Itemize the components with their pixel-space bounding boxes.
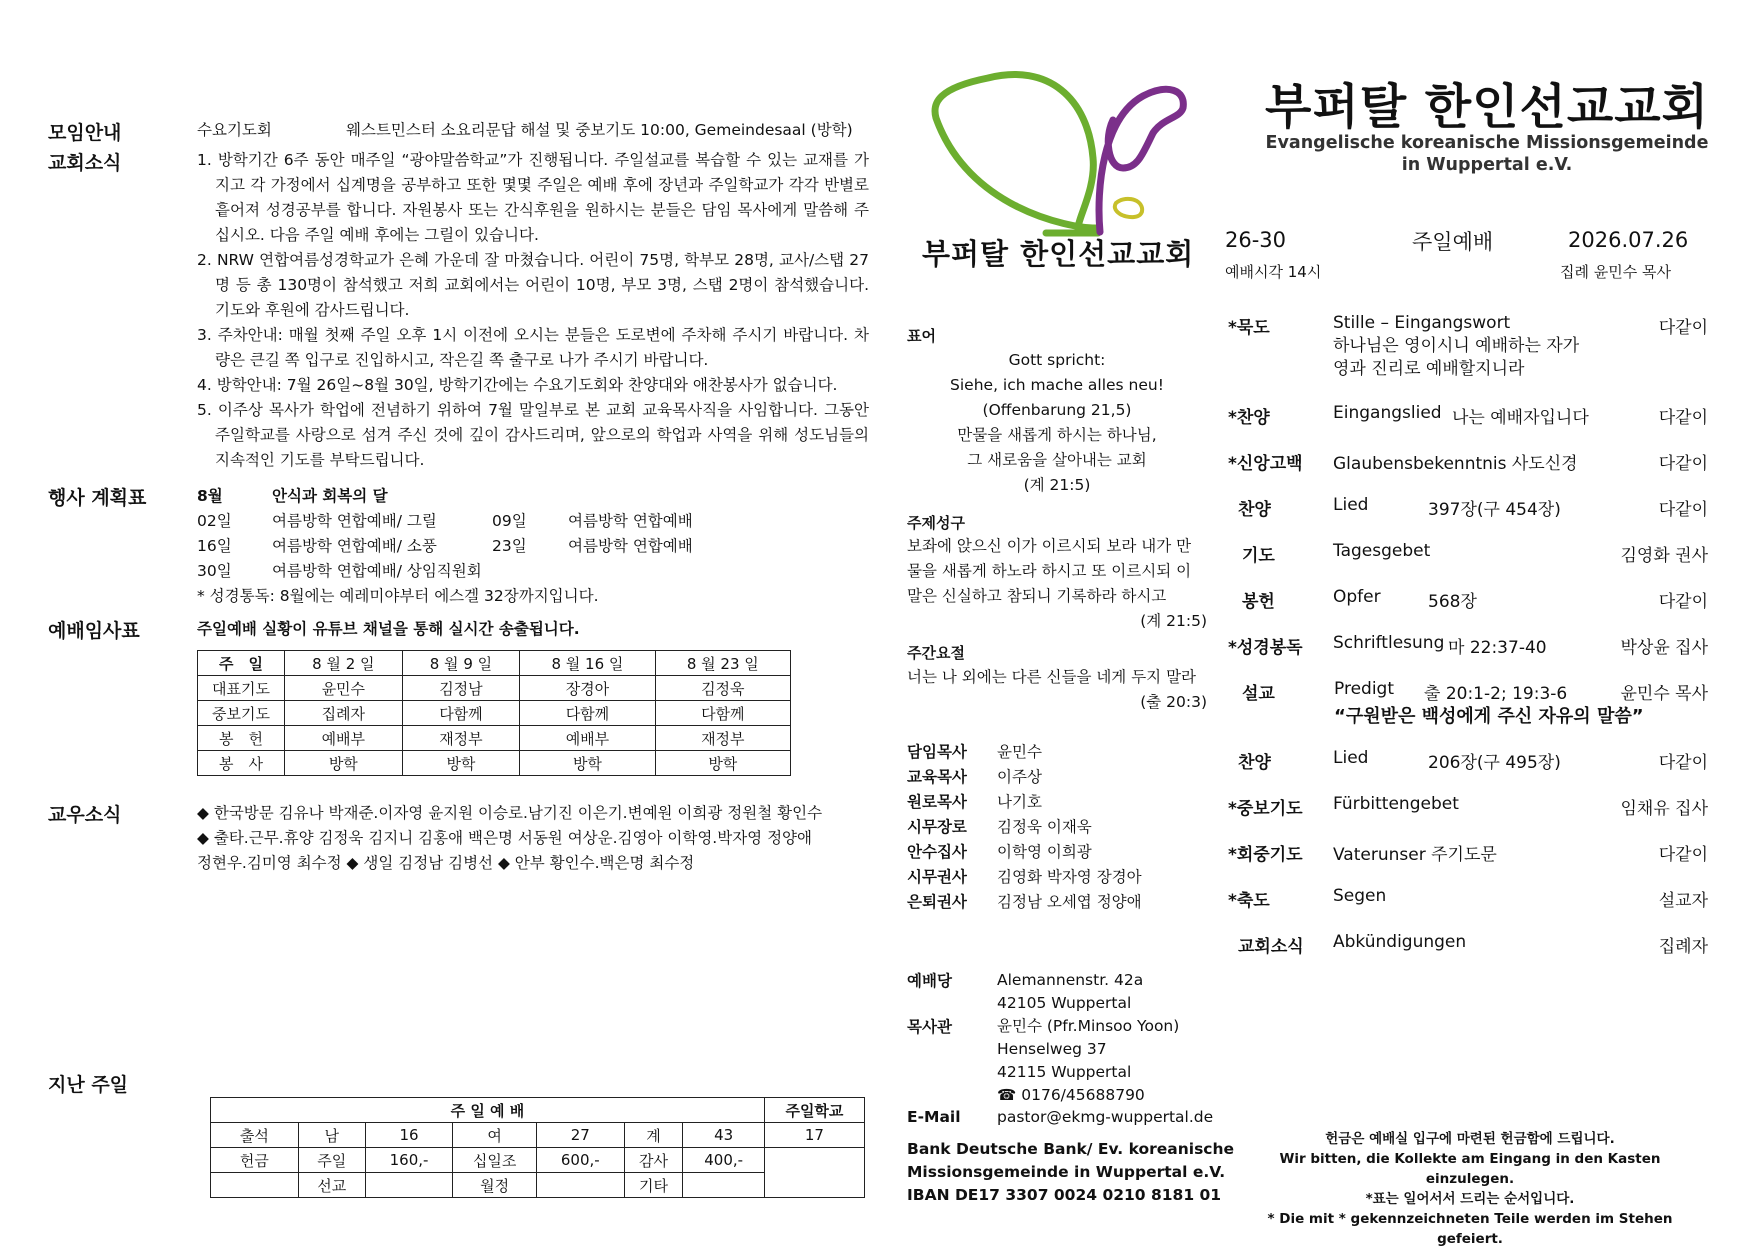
table-cell: [764, 1148, 864, 1198]
staff-title: 교육목사: [907, 768, 967, 786]
church-name-de: Evangelische koreanische Missionsgemeinde: [1265, 133, 1709, 153]
order-label: 찬양: [1238, 500, 1271, 520]
table-cell: 월정: [453, 1173, 537, 1198]
news-item: 4. 방학안내: 7월 26일~8월 30일, 방학기간에는 수요기도회와 찬양대와 애찬봉사가 없습니다.: [197, 376, 838, 394]
members-line: ◆ 출타.근무.휴양 김정욱 김지니 김홍애 백은명 서동원 여상운.김영아 이학영.박자영 정양애: [197, 829, 813, 847]
staff-names: 윤민수: [997, 743, 1042, 761]
table-cell: 400,-: [683, 1148, 764, 1173]
place-address: [997, 969, 1143, 1015]
table-cell: 다함께: [655, 701, 790, 726]
address-line: 42105 Wuppertal: [997, 994, 1132, 1012]
staff-title: 안수집사: [907, 843, 967, 861]
last-week-label: 지난 주일: [48, 1074, 129, 1096]
meeting-desc: 웨스트민스터 소요리문답 해설 및 중보기도 10:00, Gemeindesaal (방학): [346, 121, 853, 139]
staff-names: 김정남 오세엽 정양애: [997, 893, 1142, 911]
church-name: 부퍼탈 한인선교교회: [1264, 79, 1710, 135]
order-desc: Stille – Eingangswort: [1333, 313, 1511, 333]
table-header: 8 월 16 일: [520, 651, 655, 676]
weekly-ref: (출 20:3): [1140, 693, 1207, 711]
events-month: 8월: [197, 487, 223, 505]
opening-line: 영과 진리로 예배할지니라: [1333, 359, 1525, 379]
staff-names: 이주상: [997, 768, 1042, 786]
sermon-title: “구원받은 백성에게 주신 자유의 말씀”: [1334, 706, 1644, 727]
weekly-verse: 너는 나 외에는 다른 신들을 네게 두지 말라: [907, 668, 1197, 686]
table-cell: 43: [683, 1123, 764, 1148]
event-date: 30일: [197, 562, 232, 580]
staff-row: [907, 765, 1142, 790]
table-cell: 십일조: [453, 1148, 537, 1173]
event-name: 여름방학 연합예배/ 상임직원회: [272, 562, 482, 580]
order-label: *회중기도: [1228, 845, 1303, 865]
event-name: 여름방학 연합예배: [568, 512, 693, 530]
table-cell: 방학: [655, 751, 790, 776]
staff-names: 김정욱 이재욱: [997, 818, 1092, 836]
staff-names: 이학영 이희광: [997, 843, 1092, 861]
news-item: 1. 방학기간 6주 동안 매주일 “광야말씀학교”가 진행됩니다. 주일설교를 복습할 수 있는 교재를 가지고 각 가정에서 십계명을 공부하고 또한 몇몇 주일은 예배 후에 장년과 주일학교가 각각 반별로 흩어져 성경공부를 합니다. 자원봉사 또는 간식후원을 원하시는 분들은 담임 목사에게 말씀해 주십시오. 다음 주일 예배 후에는 그릴이 있습니다.: [197, 151, 869, 244]
events-label: 행사 계획표: [48, 487, 147, 509]
weekly-label: 주간요절: [907, 644, 965, 662]
table-cell: 다함께: [402, 701, 520, 726]
bank-line: Missionsgemeinde in Wuppertal e.V.: [907, 1163, 1226, 1181]
table-cell: 윤민수: [285, 676, 403, 701]
table-cell: [683, 1173, 764, 1198]
phone-line: ☎ 0176/45688790: [997, 1086, 1145, 1104]
order-label: 기도: [1242, 546, 1275, 566]
table-cell: 남: [298, 1123, 365, 1148]
event-name: 여름방학 연합예배: [568, 537, 693, 555]
order-desc: Glaubensbekenntnis 사도신경: [1333, 454, 1578, 474]
order-who: 다같이: [1658, 592, 1708, 612]
table-cell: 600,-: [536, 1148, 624, 1173]
members-news: [197, 801, 877, 876]
members-label: 교우소식: [48, 804, 122, 826]
event-date: 16일: [197, 537, 232, 555]
events-note: * 성경통독: 8월에는 예레미야부터 에스겔 32장까지입니다.: [197, 587, 599, 605]
table-row: [198, 701, 791, 726]
email-link[interactable]: pastor@ekmg-wuppertal.de: [997, 1108, 1214, 1126]
bank-line: IBAN DE17 3307 0024 0210 8181 01: [907, 1186, 1222, 1204]
pastor-label: 목사관: [907, 1018, 952, 1036]
order-desc: Fürbittengebet: [1333, 794, 1459, 814]
motto-line: (계 21:5): [1023, 476, 1091, 494]
table-row: [198, 676, 791, 701]
address-line: Henselweg 37: [997, 1040, 1107, 1058]
table-row: [198, 751, 791, 776]
logo-text: 부퍼탈 한인선교교회: [922, 237, 1195, 271]
table-cell: 봉 헌: [198, 726, 285, 751]
opening-line: 하나님은 영이시니 예배하는 자가: [1333, 336, 1580, 356]
news-item: 5. 이주상 목사가 학업에 전념하기 위하여 7월 말일부로 본 교회 교육목사직을 사임합니다. 그동안 주일학교를 사랑으로 섬겨 주신 것에 깊이 감사드리며, 앞으로의 학업과 사역을 위해 성도님들의 지속적인 기도를 부탁드립니다.: [197, 401, 869, 469]
order-label: 설교: [1242, 684, 1275, 704]
order-detail: 397장(구 454장): [1428, 500, 1561, 520]
order-label: 찬양: [1238, 753, 1271, 773]
table-cell: 계: [624, 1123, 683, 1148]
table-header: 8 월 23 일: [655, 651, 790, 676]
order-who: 다같이: [1658, 753, 1708, 773]
order-detail: 마 22:37-40: [1448, 638, 1547, 658]
weekly-text: [907, 665, 1207, 715]
order-label: *신앙고백: [1228, 454, 1303, 474]
theme-verse-text: [907, 534, 1207, 634]
order-label: *축도: [1228, 891, 1270, 911]
table-cell: 봉 사: [198, 751, 285, 776]
opening-words: [1333, 335, 1579, 381]
table-cell: [536, 1173, 624, 1198]
duty-notice: 주일예배 실황이 유튜브 채널을 통해 실시간 송출됩니다.: [197, 620, 580, 638]
order-label: 봉헌: [1242, 592, 1275, 612]
footer-note: 헌금은 예배실 입구에 마련된 헌금함에 드립니다.: [1325, 1131, 1615, 1147]
motto-line: (Offenbarung 21,5): [982, 401, 1132, 419]
service-date: 2026.07.26: [1568, 228, 1689, 252]
table-cell: 장경아: [520, 676, 655, 701]
table-row: [211, 1123, 865, 1148]
table-cell: 중보기도: [198, 701, 285, 726]
order-desc: Tagesgebet: [1333, 541, 1431, 561]
table-row: [211, 1098, 865, 1123]
table-cell: 160,-: [365, 1148, 453, 1173]
order-who: 설교자: [1658, 891, 1708, 911]
order-detail: 206장(구 495장): [1428, 753, 1561, 773]
theme-verse-ref: (계 21:5): [1140, 612, 1207, 630]
order-desc: Predigt: [1334, 679, 1394, 699]
table-row: [198, 726, 791, 751]
place-label: 예배당: [907, 972, 952, 990]
table-cell: 17: [764, 1123, 864, 1148]
order-desc: Abkündigungen: [1333, 932, 1467, 952]
service-leader: 집례 윤민수 목사: [1560, 263, 1671, 281]
news-item: 2. NRW 연합여름성경학교가 은혜 가운데 잘 마쳤습니다. 어린이 75명, 학부모 28명, 교사/스탭 27명 등 총 130명이 참석했고 저희 교회에서는 어린이 10명, 부모 3명, 스탭 2명이 참석했습니다. 기도와 후원에 감사드립니다.: [197, 251, 869, 319]
order-label: *묵도: [1228, 318, 1270, 338]
staff-row: [907, 815, 1142, 840]
theme-verse-line: 보좌에 앉으신 이가 이르시되 보라 내가 만: [907, 537, 1192, 555]
order-who: 박상윤 집사: [1620, 638, 1708, 658]
table-cell: 기타: [624, 1173, 683, 1198]
staff-list: [907, 740, 1142, 915]
table-cell: 여: [453, 1123, 537, 1148]
service-time: 예배시각 14시: [1225, 263, 1322, 281]
table-cell: [365, 1173, 453, 1198]
order-label: *중보기도: [1228, 799, 1303, 819]
order-desc: Lied: [1333, 748, 1369, 768]
table-cell: 출석: [211, 1123, 299, 1148]
staff-names: 김영화 박자영 장경아: [997, 868, 1142, 886]
table-header: 주 일: [198, 651, 285, 676]
table-cell: 대표기도: [198, 676, 285, 701]
table-cell: 헌금: [211, 1148, 299, 1173]
order-who: 다같이: [1658, 454, 1708, 474]
motto-line: 그 새로움을 살아내는 교회: [967, 451, 1147, 469]
staff-row: [907, 790, 1142, 815]
footer-note: * Die mit * gekennzeichneten Teile werden im Stehen gefeiert.: [1267, 1211, 1673, 1247]
table-row: [198, 651, 791, 676]
order-who: 다같이: [1658, 318, 1708, 338]
theme-verse-line: 말은 신실하고 참되니 기록하라 하시고: [907, 587, 1167, 605]
staff-title: 원로목사: [907, 793, 967, 811]
event-date: 02일: [197, 512, 232, 530]
table-header: 주 일 예 배: [211, 1098, 765, 1123]
order-detail: 출 20:1-2; 19:3-6: [1424, 684, 1568, 704]
table-cell: 다함께: [520, 701, 655, 726]
footer-notes: [1245, 1129, 1695, 1249]
news-item: 3. 주차안내: 매월 첫째 주일 오후 1시 이전에 오시는 분들은 도로변에 주차해 주시기 바랍니다. 차량은 큰길 쪽 입구로 진입하시고, 작은길 쪽 출구로 나가 주시기 바랍니다.: [197, 326, 869, 369]
table-cell: 감사: [624, 1148, 683, 1173]
table-cell: 16: [365, 1123, 453, 1148]
table-header: 8 월 9 일: [402, 651, 520, 676]
table-cell: 김정욱: [655, 676, 790, 701]
staff-title: 담임목사: [907, 743, 967, 761]
table-cell: 방학: [285, 751, 403, 776]
order-who: 윤민수 목사: [1620, 684, 1708, 704]
motto-line: Gott spricht:: [1008, 351, 1106, 369]
table-cell: 주일: [298, 1148, 365, 1173]
table-header: 주일학교: [764, 1098, 864, 1123]
order-who: 다같이: [1658, 845, 1708, 865]
order-desc: Schriftlesung: [1333, 633, 1445, 653]
staff-names: 나기호: [997, 793, 1042, 811]
order-desc: Eingangslied: [1333, 403, 1442, 423]
duty-table: [197, 650, 791, 776]
meeting-label: 모임안내: [48, 122, 122, 144]
table-cell: 집례자: [285, 701, 403, 726]
motto-line: Siehe, ich mache alles neu!: [950, 376, 1164, 394]
church-name-de-2: in Wuppertal e.V.: [1401, 155, 1573, 175]
order-desc: Vaterunser 주기도문: [1333, 845, 1497, 865]
table-cell: 김정남: [402, 676, 520, 701]
motto-line: 만물을 새롭게 하시는 하나님,: [957, 426, 1157, 444]
table-cell: 예배부: [285, 726, 403, 751]
order-label: *성경봉독: [1228, 638, 1303, 658]
table-cell: 선교: [298, 1173, 365, 1198]
members-line: ◆ 한국방문 김유나 박재준.이자영 윤지원 이승로.남기진 이은기.변예원 이희광 정원철 황인수: [197, 804, 823, 822]
table-cell: 예배부: [520, 726, 655, 751]
address-line: Alemannenstr. 42a: [997, 971, 1144, 989]
staff-title: 시무장로: [907, 818, 967, 836]
table-cell: [211, 1173, 299, 1198]
meeting-name: 수요기도회: [197, 121, 272, 139]
footer-note: Wir bitten, die Kollekte am Eingang in den Kasten einzulegen.: [1279, 1151, 1661, 1187]
staff-title: 은퇴권사: [907, 893, 967, 911]
address-line: 윤민수 (Pfr.Minsoo Yoon): [997, 1017, 1180, 1035]
bank-line: Bank Deutsche Bank/ Ev. koreanische: [907, 1140, 1235, 1158]
email-label: E-Mail: [907, 1108, 961, 1126]
table-cell: 27: [536, 1123, 624, 1148]
table-header: 8 월 2 일: [285, 651, 403, 676]
footer-note: *표는 일어서서 드리는 순서입니다.: [1365, 1191, 1575, 1207]
service-title: 주일예배: [1412, 230, 1494, 254]
motto-text: [907, 348, 1207, 498]
event-date: 09일: [492, 512, 527, 530]
members-line: 정현우.김미영 최수정 ◆ 생일 김정남 김병선 ◆ 안부 황인수.백은명 최수정: [197, 854, 695, 872]
order-detail: 568장: [1428, 592, 1477, 612]
last-week-table: [210, 1097, 865, 1198]
staff-row: [907, 890, 1142, 915]
table-row: [211, 1148, 865, 1173]
address-line: 42115 Wuppertal: [997, 1063, 1132, 1081]
order-desc: Opfer: [1333, 587, 1381, 607]
order-label: 교회소식: [1238, 937, 1304, 957]
staff-row: [907, 840, 1142, 865]
theme-verse-line: 물을 새롭게 하노라 하시고 또 이르시되 이: [907, 562, 1192, 580]
event-name: 여름방학 연합예배/ 소풍: [272, 537, 437, 555]
duty-label: 예배임사표: [48, 620, 140, 642]
staff-row: [907, 865, 1142, 890]
table-cell: 방학: [402, 751, 520, 776]
order-desc: Lied: [1333, 495, 1369, 515]
pastor-address: [997, 1015, 1179, 1107]
theme-verse-label: 주제성구: [907, 514, 965, 532]
motto-label: 표어: [907, 327, 936, 345]
table-cell: 재정부: [655, 726, 790, 751]
event-date: 23일: [492, 537, 527, 555]
event-name: 여름방학 연합예배/ 그릴: [272, 512, 437, 530]
events-theme: 안식과 회복의 달: [272, 487, 388, 505]
order-who: 집례자: [1658, 937, 1708, 957]
order-desc: Segen: [1333, 886, 1387, 906]
order-detail: 나는 예배자입니다: [1452, 408, 1589, 428]
order-who: 김영화 권사: [1620, 546, 1708, 566]
news-label: 교회소식: [48, 152, 122, 174]
news-list: [197, 148, 869, 473]
order-who: 다같이: [1658, 408, 1708, 428]
staff-title: 시무권사: [907, 868, 967, 886]
staff-row: [907, 740, 1142, 765]
bank-info: [907, 1138, 1234, 1207]
order-label: *찬양: [1228, 408, 1270, 428]
table-cell: 방학: [520, 751, 655, 776]
table-cell: 재정부: [402, 726, 520, 751]
order-who: 다같이: [1658, 500, 1708, 520]
service-week: 26-30: [1225, 228, 1287, 252]
order-who: 임채유 집사: [1620, 799, 1708, 819]
